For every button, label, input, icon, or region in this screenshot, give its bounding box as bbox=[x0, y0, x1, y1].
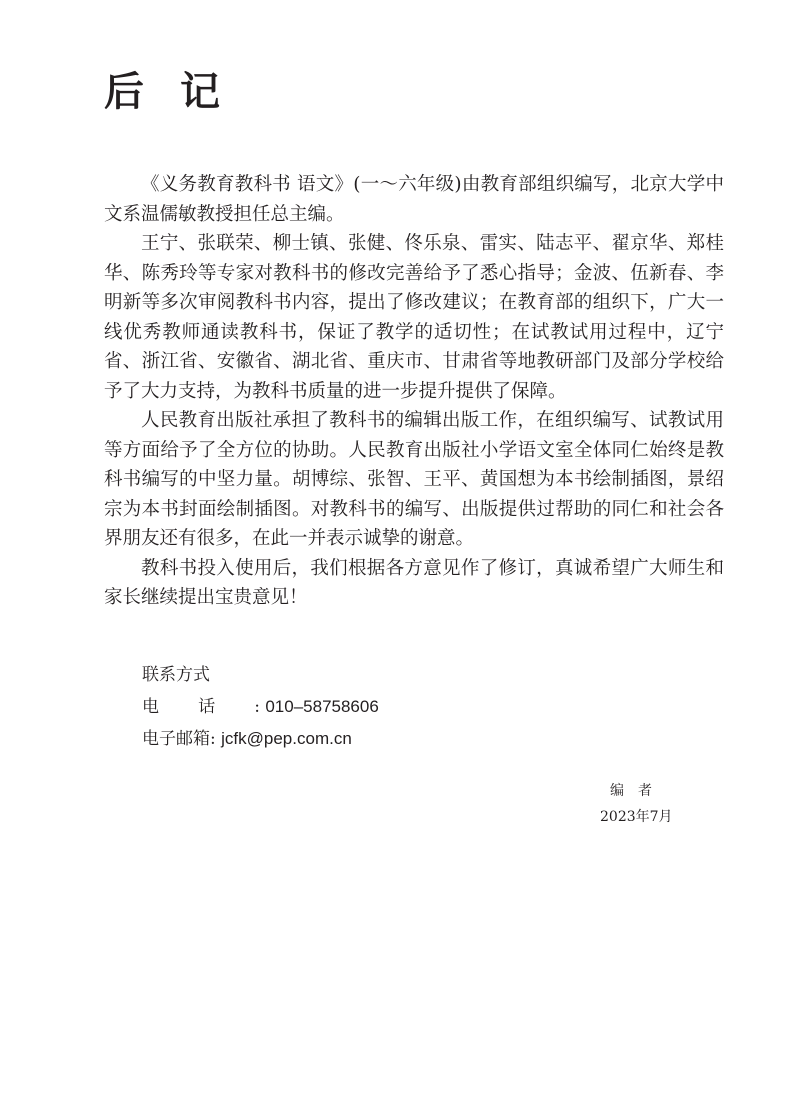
paragraph-4: 教科书投入使用后，我们根据各方意见作了修订，真诚希望广大师生和家长继续提出宝贵意见！ bbox=[104, 557, 724, 608]
email-label: 电子邮箱 bbox=[142, 729, 210, 749]
contact-section bbox=[142, 660, 379, 755]
email-row bbox=[142, 723, 379, 755]
contact-heading: 联系方式 bbox=[142, 665, 210, 685]
page-title: 后记 bbox=[104, 69, 256, 115]
phone-label: 电话 bbox=[142, 697, 255, 717]
phone-row bbox=[142, 691, 379, 723]
signature-author: 编者 bbox=[610, 783, 666, 799]
paragraph-2: 王宁、张联荣、柳士镇、张健、佟乐泉、雷实、陆志平、翟京华、郑桂华、陈秀玲等专家对教科书的修改完善给予了悉心指导；金波、伍新春、李明新等多次审阅教科书内容，提出了修改建议；在教育部的组织下，广大一线优秀教师通读教科书，保证了教学的适切性；在试教试用过程中，辽宁省、浙江省、安徽省、湖北省、重庆市、甘肃省等地教研部门及部分学校给予了大力支持，为教科书质量的进一步提升提供了保障。 bbox=[104, 233, 724, 402]
signature-date: 2023年7月 bbox=[600, 809, 673, 825]
email-colon: : bbox=[210, 729, 216, 749]
phone-number: 010–58758606 bbox=[265, 697, 379, 716]
email-address[interactable]: jcfk@pep.com.cn bbox=[221, 729, 352, 748]
signature-block bbox=[560, 778, 710, 830]
paragraph-1: 《义务教育教科书 语文》(一～六年级)由教育部组织编写，北京大学中文系温儒敏教授担任总主编。 bbox=[104, 174, 724, 225]
afterword-body bbox=[104, 170, 724, 613]
paragraph-3: 人民教育出版社承担了教科书的编辑出版工作，在组织编写、试教试用等方面给予了全方位的协助。人民教育出版社小学语文室全体同仁始终是教科书编写的中坚力量。胡博综、张智、王平、黄国想为本书绘制插图，景绍宗为本书封面绘制插图。对教科书的编写、出版提供过帮助的同仁和社会各界朋友还有很多，在此一并表示诚挚的谢意。 bbox=[104, 410, 724, 549]
phone-colon: : bbox=[254, 697, 260, 717]
